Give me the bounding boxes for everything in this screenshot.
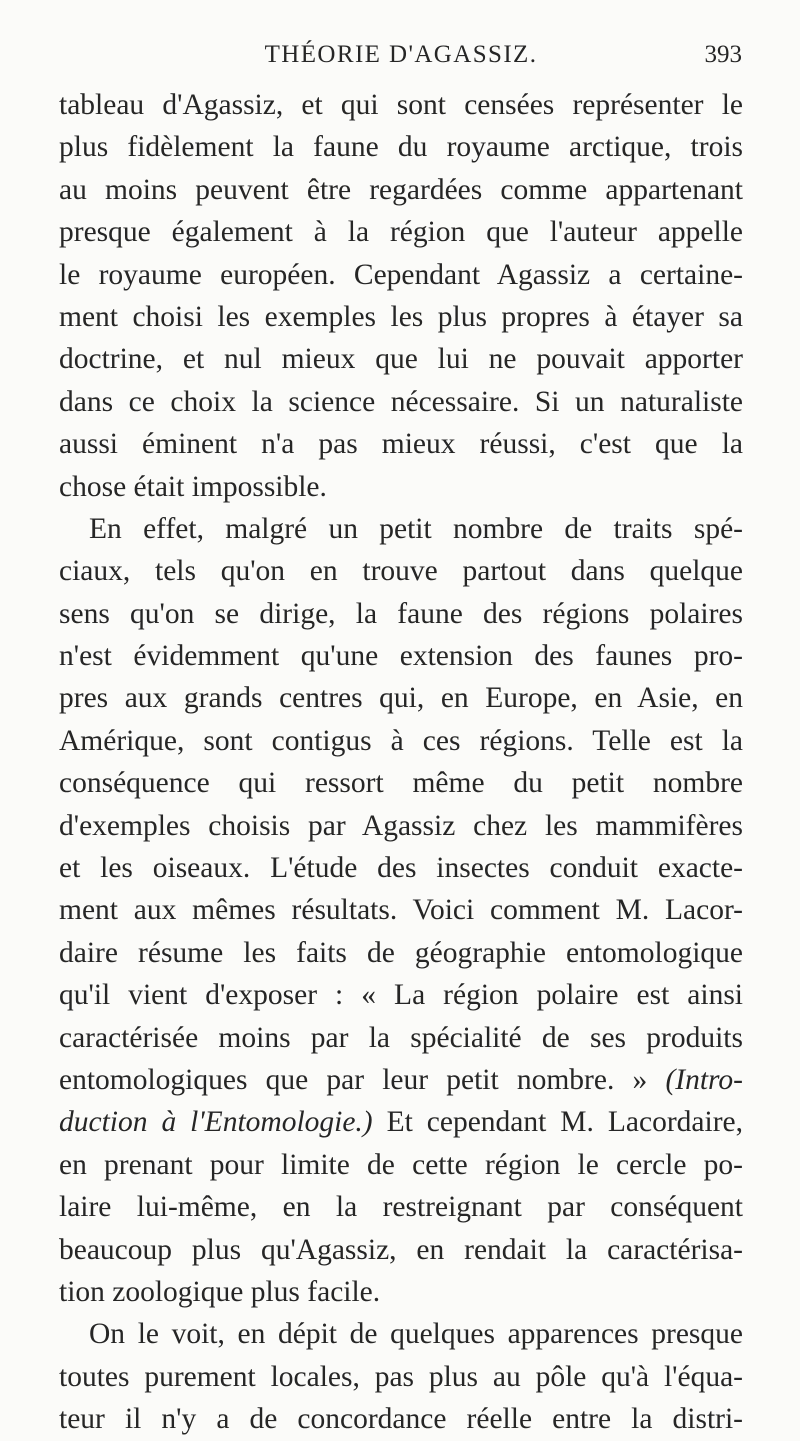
text-line: presque également à la région que l'auteur appelle (59, 216, 743, 249)
text-line: toutes purement locales, pas plus au pôle qu'à l'équa- (59, 1360, 743, 1393)
text-line: sens qu'on se dirige, la faune des régions polaires (59, 597, 743, 630)
paragraph-start-line: On le voit, en dépit de quelques apparences presque (89, 1318, 743, 1351)
text-line: qu'il vient d'exposer : « La région polaire est ainsi (59, 979, 743, 1012)
running-title: THÉORIE D'AGASSIZ. (264, 41, 538, 68)
paragraph-start-line: En effet, malgré un petit nombre de traits spé- (89, 512, 743, 545)
text-line: plus fidèlement la faune du royaume arctique, trois (59, 131, 743, 164)
body-text (59, 84, 743, 1441)
text-line: doctrine, et nul mieux que lui ne pouvait apporter (59, 343, 743, 376)
paragraph-end-line: chose était impossible. (59, 470, 327, 503)
text-line-with-citation (59, 1101, 743, 1143)
text-line: laire lui-même, en la restreignant par conséquent (59, 1191, 743, 1224)
citation-title-start: (Intro- (665, 1063, 743, 1096)
line-text: entomologiques que par leur petit nombre. » (59, 1063, 666, 1096)
text-line: ment choisi les exemples les plus propres à étayer sa (59, 300, 743, 333)
page-number: 393 (704, 41, 742, 68)
line-text: Et cependant M. Lacordaire, (372, 1106, 743, 1139)
paragraph-end-line: tion zoologique plus facile. (59, 1275, 381, 1308)
text-line: teur il n'y a de concordance réelle entre la distri- (59, 1403, 743, 1436)
text-line: le royaume européen. Cependant Agassiz a certaine- (59, 258, 743, 291)
text-line: conséquence qui ressort même du petit nombre (59, 767, 743, 800)
text-line: ciaux, tels qu'on en trouve partout dans quelque (59, 555, 743, 588)
text-line: au moins peuvent être regardées comme appartenant (59, 173, 743, 206)
text-line: ment aux mêmes résultats. Voici comment M. Lacor- (59, 894, 743, 927)
running-head (60, 40, 742, 70)
text-line: d'exemples choisis par Agassiz chez les mammifères (59, 809, 743, 842)
text-line-with-citation (59, 1059, 743, 1101)
text-line: aussi éminent n'a pas mieux réussi, c'est que la (59, 428, 743, 461)
citation-title-end: duction à l'Entomologie.) (59, 1106, 373, 1139)
text-line: n'est évidemment qu'une extension des faunes pro- (59, 640, 743, 673)
text-line: beaucoup plus qu'Agassiz, en rendait la caractérisa- (59, 1233, 743, 1266)
text-line: en prenant pour limite de cette région le cercle po- (59, 1148, 743, 1181)
text-line: tableau d'Agassiz, et qui sont censées représenter le (59, 89, 743, 121)
text-line: caractérisée moins par la spécialité de ses produits (59, 1021, 743, 1054)
text-line: et les oiseaux. L'étude des insectes conduit exacte- (59, 852, 743, 885)
text-line: pres aux grands centres qui, en Europe, en Asie, en (59, 682, 743, 715)
text-line: daire résume les faits de géographie entomologique (59, 936, 743, 969)
text-line: dans ce choix la science nécessaire. Si un naturaliste (59, 385, 743, 418)
text-line: Amérique, sont contigus à ces régions. Telle est la (59, 724, 743, 757)
